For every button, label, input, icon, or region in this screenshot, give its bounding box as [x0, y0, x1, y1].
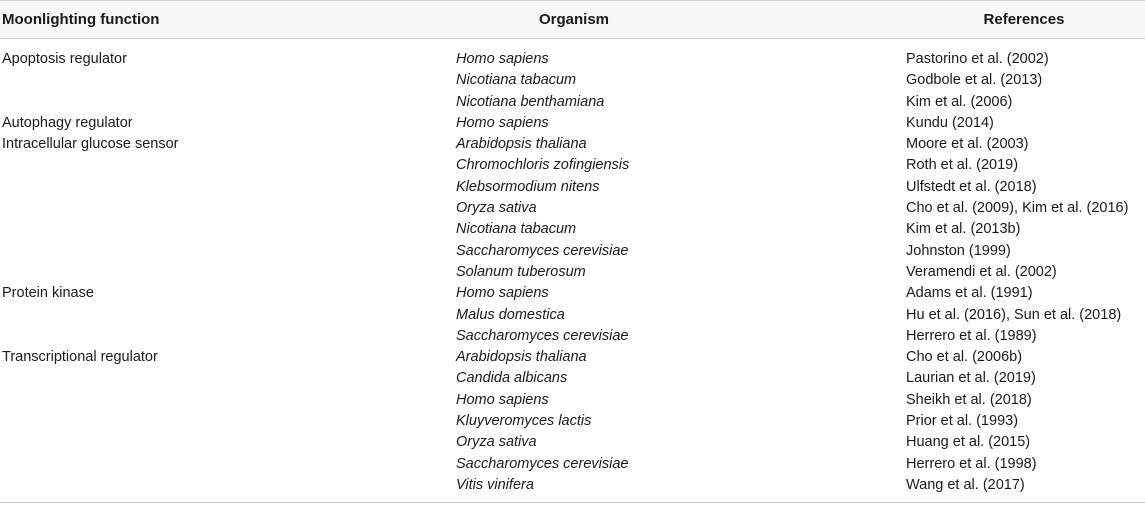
organism-cell: Nicotiana benthamiana: [456, 93, 605, 110]
reference-cell: Godbole et al. (2013): [906, 72, 1043, 89]
table-header: [0, 1, 1145, 39]
function-cell: Apoptosis regulator: [2, 51, 127, 67]
function-cell: [0, 92, 456, 113]
table-row: [0, 241, 1145, 262]
function-cell: [0, 262, 456, 283]
organism-cell: Arabidopsis thaliana: [456, 349, 587, 366]
table-row: [0, 92, 1145, 113]
function-cell: [0, 241, 456, 262]
table-row: [0, 198, 1145, 219]
reference-cell: Wang et al. (2017): [906, 476, 1025, 493]
table-row: [0, 155, 1145, 176]
table-row: [0, 326, 1145, 347]
reference-cell: Huang et al. (2015): [906, 434, 1031, 451]
header-organism: [456, 1, 906, 39]
reference-cell: Hu et al. (2016), Sun et al. (2018): [906, 306, 1122, 323]
table-row: [0, 432, 1145, 453]
function-cell: [0, 390, 456, 411]
reference-cell: Herrero et al. (1998): [906, 455, 1037, 472]
organism-cell: Chromochloris zofingiensis: [456, 157, 630, 174]
organism-cell: Homo sapiens: [456, 285, 549, 302]
header-organism-label: Organism: [538, 11, 610, 28]
organism-cell: Solanum tuberosum: [456, 263, 586, 280]
reference-cell: Adams et al. (1991): [906, 285, 1033, 302]
reference-cell: Veramendi et al. (2002): [906, 263, 1057, 280]
organism-cell: Oryza sativa: [456, 434, 537, 451]
header-references: [906, 1, 1145, 39]
table-row: [0, 475, 1145, 502]
table-row: [0, 411, 1145, 432]
organism-cell: Candida albicans: [456, 370, 568, 387]
function-cell: Autophagy regulator: [2, 114, 133, 131]
function-cell: [0, 70, 456, 91]
reference-cell: Ulfstedt et al. (2018): [906, 178, 1037, 195]
organism-cell: Kluyveromyces lactis: [456, 413, 592, 430]
organism-cell: Saccharomyces cerevisiae: [456, 327, 629, 344]
header-moonlighting-function: Moonlighting function: [0, 1, 456, 39]
reference-cell: Herrero et al. (1989): [906, 327, 1037, 344]
reference-cell: Sheikh et al. (2018): [906, 391, 1032, 408]
function-cell: [0, 368, 456, 389]
function-cell: Intracellular glucose sensor: [2, 136, 179, 153]
function-cell: [0, 475, 456, 502]
table-row: [0, 454, 1145, 475]
table-row: [0, 177, 1145, 198]
reference-cell: Pastorino et al. (2002): [906, 51, 1049, 67]
table-row: [0, 39, 1145, 71]
reference-cell: Roth et al. (2019): [906, 157, 1019, 174]
function-cell: [0, 326, 456, 347]
reference-cell: Moore et al. (2003): [906, 136, 1029, 153]
function-cell: [0, 305, 456, 326]
table-row: [0, 70, 1145, 91]
function-cell: [0, 219, 456, 240]
function-cell: [0, 155, 456, 176]
function-cell: [0, 432, 456, 453]
reference-cell: Johnston (1999): [906, 242, 1011, 259]
table-bottom-rule: [0, 502, 1145, 503]
function-cell: [0, 411, 456, 432]
table-row: [0, 134, 1145, 155]
table-row: [0, 390, 1145, 411]
organism-cell: Saccharomyces cerevisiae: [456, 455, 629, 472]
organism-cell: Homo sapiens: [456, 114, 549, 131]
reference-cell: Laurian et al. (2019): [906, 370, 1036, 387]
organism-cell: Vitis vinifera: [456, 476, 534, 493]
reference-cell: Kim et al. (2013b): [906, 221, 1021, 238]
header-row: [0, 1, 1145, 39]
table-row: [0, 262, 1145, 283]
function-cell: [0, 177, 456, 198]
table-body: [0, 39, 1145, 503]
function-cell: Protein kinase: [2, 285, 94, 302]
organism-cell: Nicotiana tabacum: [456, 72, 577, 89]
reference-cell: Prior et al. (1993): [906, 413, 1019, 430]
organism-cell: Nicotiana tabacum: [456, 221, 577, 238]
table-row: [0, 283, 1145, 304]
table-row: [0, 305, 1145, 326]
function-cell: [0, 198, 456, 219]
table-row: [0, 347, 1145, 368]
reference-cell: Cho et al. (2009), Kim et al. (2016): [906, 200, 1129, 217]
table-row: [0, 368, 1145, 389]
organism-cell: Klebsormodium nitens: [456, 178, 600, 195]
organism-cell: Homo sapiens: [456, 51, 549, 67]
organism-cell: Arabidopsis thaliana: [456, 136, 587, 153]
table-row: [0, 219, 1145, 240]
organism-cell: Saccharomyces cerevisiae: [456, 242, 629, 259]
reference-cell: Cho et al. (2006b): [906, 349, 1023, 366]
organism-cell: Malus domestica: [456, 306, 565, 323]
reference-cell: Kundu (2014): [906, 114, 994, 131]
function-cell: Transcriptional regulator: [2, 349, 158, 366]
table-row: [0, 113, 1145, 134]
organism-cell: Oryza sativa: [456, 200, 537, 217]
function-cell: [0, 454, 456, 475]
reference-cell: Kim et al. (2006): [906, 93, 1013, 110]
header-references-label: References: [983, 11, 1065, 28]
organism-cell: Homo sapiens: [456, 391, 549, 408]
